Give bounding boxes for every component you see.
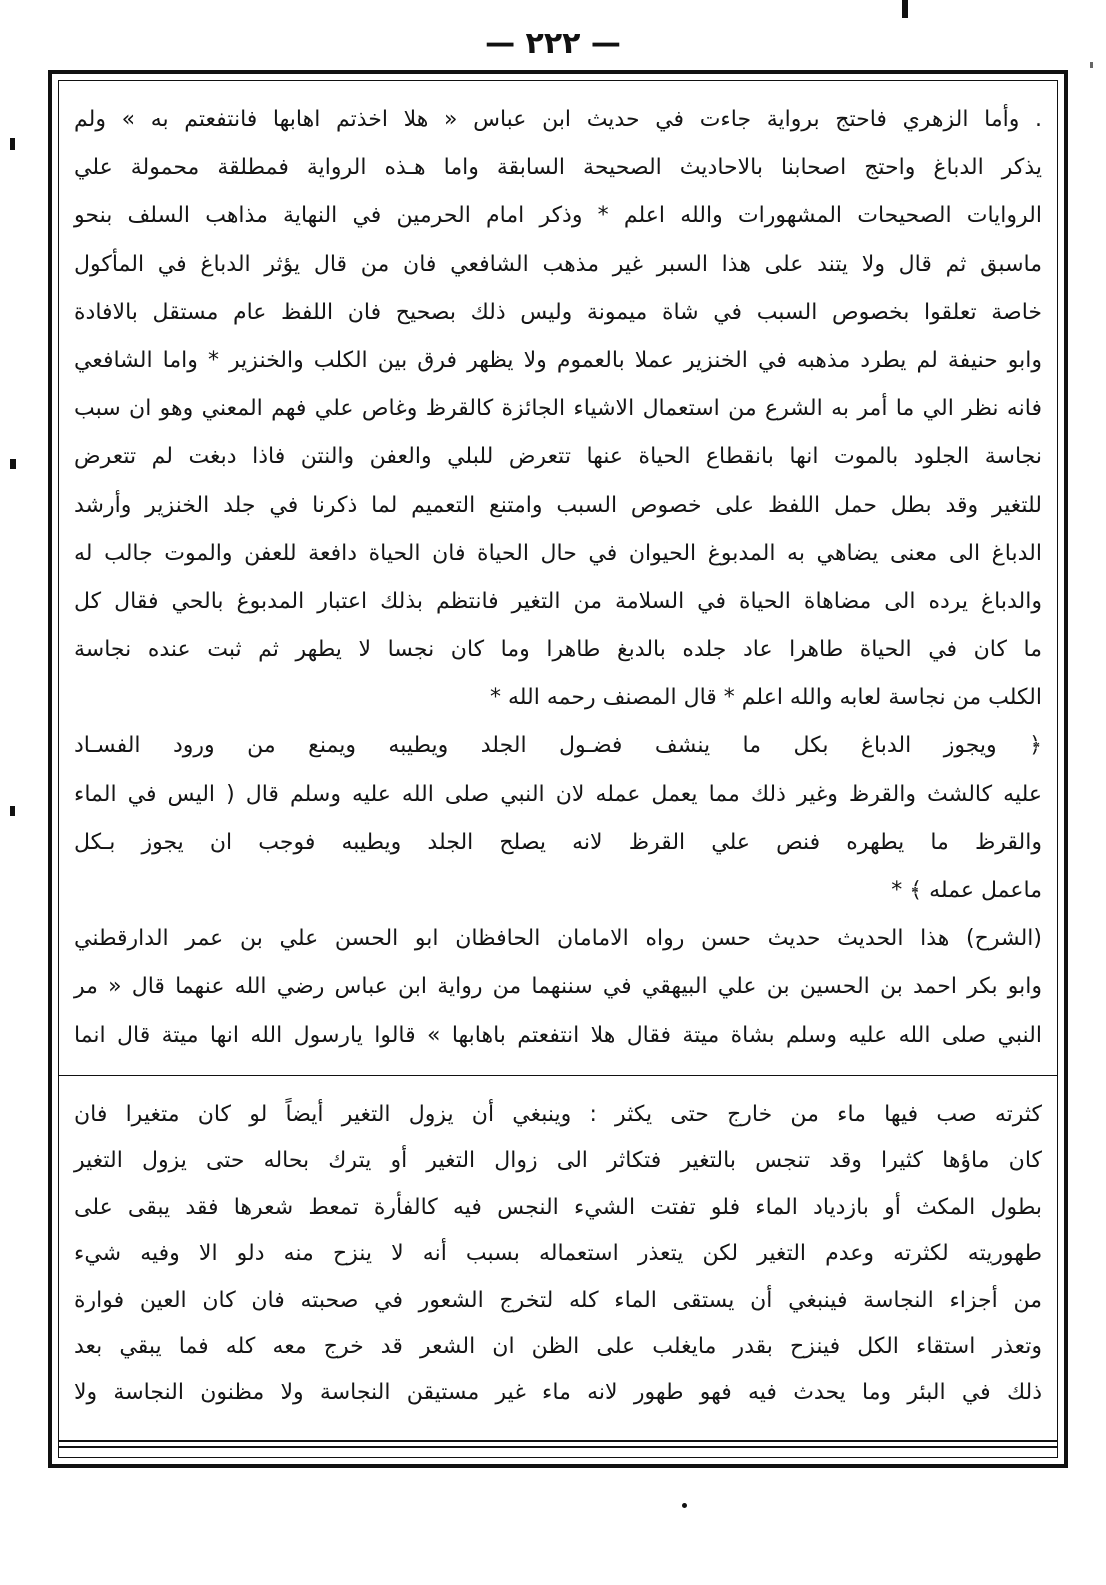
main-line: الدباغ الى معنى يضاهي به المدبوغ الحيوان في حال الحياة فان الحياة دافعة للعفن والموت جالب له (74, 540, 1042, 566)
footnote-line: من أجزاء النجاسة فينبغي أن يستقى الماء كله لتخرج الشعور في صحبته فان كان العين فوارة (74, 1287, 1042, 1313)
main-line: ماعمل عمله ﴾ * (891, 878, 1042, 903)
main-line: فانه نظر الي ما أمر به الشرع من استعمال الاشياء الجائزة كالقرظ وغاص علي فهم المعني وهو ان سبب (74, 396, 1042, 422)
main-line: والدباغ يرده الى مضاهاة الحياة في السلامة من التغير فانتظم بذلك اعتبار المدبوغ بالحي فقال كل (74, 588, 1042, 614)
bottom-rule (58, 1446, 1058, 1448)
main-line: الروايات الصحيحات المشهورات والله اعلم * وذكر امام الحرمين في النهاية مذاهب السلف بنحو (74, 203, 1042, 229)
page-number: — ٢٢٢ — (485, 26, 621, 61)
footnote-line: ذلك في البئر وما يحدث فيه فهو طهور لانه ماء غير مستيقن النجاسة ولا مظنون النجاسة ولا (74, 1380, 1042, 1406)
main-line: ماسبق ثم قال ولا يتند على هذا السبر غير مذهب الشافعي فان من قال يؤثر الدباغ في المأكول (74, 251, 1042, 277)
main-text (68, 96, 1048, 1060)
main-line: . وأما الزهري فاحتج برواية جاءت في حديث ابن عباس « هلا اخذتم اهابها فانتفعتم به » ولم (74, 107, 1042, 132)
footnote-line: كان ماؤها كثيرا وقد تنجس بالتغير فتكاثر الى زوال التغير أو يترك بحاله حتى يزول التغير (74, 1148, 1042, 1174)
main-line: النبي صلى الله عليه وسلم بشاة ميتة فقال هلا انتفعتم باهابها » قالوا يارسول الله انها ميتة قال انما (74, 1022, 1042, 1048)
main-line: ﴿ ويجوز الدباغ بكل ما ينشف فضـول الجلد ويطيبه ويمنع من ورود الفسـاد (74, 733, 1042, 759)
main-line: (الشرح) هذا الحديث حديث حسن رواه الامامان الحافظان ابو الحسن علي بن عمر الدارقطني (74, 926, 1042, 952)
scan-mark (10, 806, 15, 816)
scan-mark (682, 1503, 687, 1508)
footnote-line: طهوريته لكثرته وعدم التغير لكن يتعذر استعماله بسبب أنه لا ينزح منه دلو الا وفيه شيء (74, 1241, 1042, 1267)
main-line: نجاسة الجلود بالموت انها بانقطاع الحياة عنها تتعرض للبلي والعفن والنتن فاذا دبغت لم تتعرض (74, 444, 1042, 470)
footnote-line: وتعذر استقاء الكل فينزح بقدر مايغلب على الظن ان الشعر قد خرج معه كله فما يبقي بعد (74, 1333, 1042, 1359)
scan-mark (902, 0, 908, 18)
footnote-line: بطول المكث أو بازدياد الماء فلو تفتت الشيء النجس فيه كالفأرة تمعط شعرها فقد يبقى على (74, 1194, 1042, 1220)
main-line: وابو حنيفة لم يطرد مذهبه في الخنزير عملا بالعموم ولا يظهر فرق بين الكلب والخنزير * واما الشافعي (74, 347, 1042, 373)
main-line: والقرظ ما يطهره فنص علي القرظ لانه يصلح الجلد ويطيبه فوجب ان يجوز بـكل (74, 829, 1042, 855)
main-line: ما كان في الحياة طاهرا عاد جلده بالدبغ طاهرا وما كان نجسا لا يطهر ثم ثبت عنده نجاسة (74, 637, 1042, 663)
scan-mark (10, 138, 15, 150)
bottom-rule (58, 1440, 1058, 1442)
scan-mark (10, 459, 16, 469)
main-line: عليه كالشث والقرظ وغير ذلك مما يعمل عمله لان النبي صلى الله عليه وسلم قال ( اليس في الماء (74, 781, 1042, 807)
main-line: خاصة تعلقوا بخصوص السبب في شاة ميمونة وليس ذلك بصحيح فان اللفظ عام مستقل بالافادة (74, 299, 1042, 325)
main-line: للتغير وقد بطل حمل اللفظ على خصوص السبب وامتنع التعميم لما ذكرنا في جلد الخنزير وأرشد (74, 492, 1042, 518)
footnote-line: كثرته صب فيها ماء من خارج حتى يكثر : وينبغي أن يزول التغير أيضاً لو كان متغيرا فان (74, 1102, 1042, 1127)
footnote-divider (58, 1075, 1058, 1076)
main-line: يذكر الدباغ واحتج اصحابنا بالاحاديث الصحيحة السابقة واما هـذه الرواية فمطلقة محمولة علي (74, 155, 1042, 181)
main-line: وابو بكر احمد بن الحسين بن علي البيهقي في سننهما من رواية ابن عباس رضي الله عنهما قال « مر (74, 974, 1042, 1000)
scan-mark (1090, 62, 1093, 68)
footnote-text (68, 1092, 1048, 1417)
main-line: الكلب من نجاسة لعابه والله اعلم * قال المصنف رحمه الله * (489, 685, 1042, 711)
